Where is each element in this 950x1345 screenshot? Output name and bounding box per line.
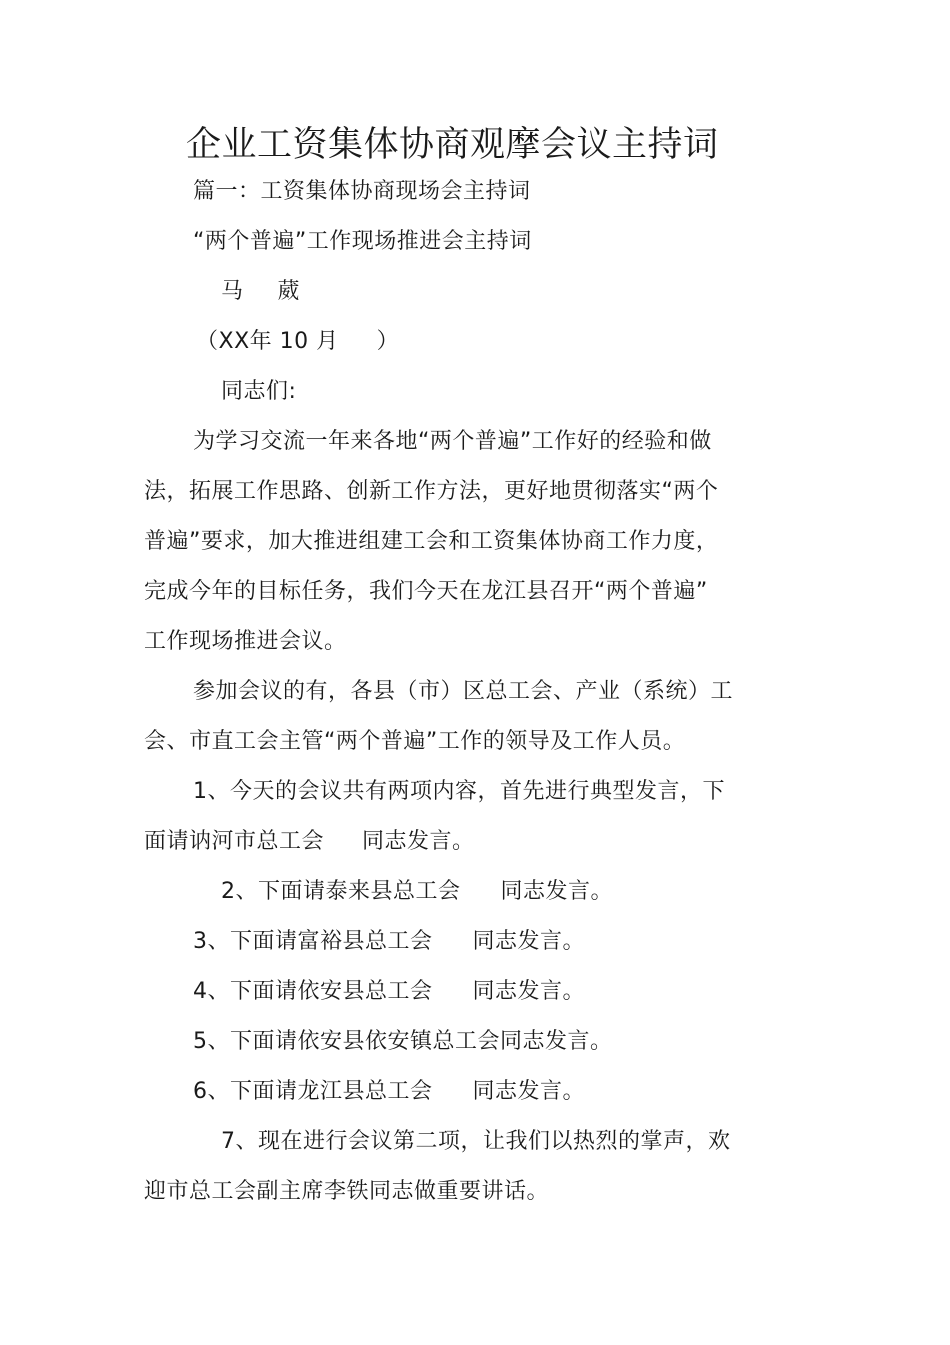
date-open: （XX年 10 月: [196, 329, 339, 354]
item-6-head: 6、下面请龙江县总工会: [193, 1079, 433, 1104]
author-given-name: 葳: [277, 279, 301, 304]
para1-line: 完成今年的目标任务，我们今天在龙江县召开“两个普遍”: [144, 579, 708, 604]
para1-line: 为学习交流一年来各地“两个普遍”工作好的经验和做: [193, 429, 712, 454]
item-3-line: [193, 927, 585, 957]
date-close: ）: [376, 329, 400, 354]
item-1-line: [144, 827, 475, 857]
para2-line: 参加会议的有，各县（市）区总工会、产业（系统）工: [193, 679, 734, 704]
item-2-line: [221, 877, 613, 907]
item-3-head: 3、下面请富裕县总工会: [193, 929, 433, 954]
date-line: [196, 327, 399, 357]
author-surname: 马: [221, 279, 244, 304]
item-1-speaker: 面请讷河市总工会: [144, 829, 325, 854]
sub-heading: “两个普遍”工作现场推进会主持词: [193, 229, 532, 254]
para1-line: 普遍”要求，加大推进组建工会和工资集体协商工作力度，: [144, 529, 719, 554]
item-4-line: [193, 977, 585, 1007]
item-1-line: 1、今天的会议共有两项内容，首先进行典型发言，下: [193, 779, 725, 804]
item-4-tail: 同志发言。: [472, 979, 586, 1004]
author-line: [221, 277, 300, 307]
item-2-tail: 同志发言。: [500, 879, 614, 904]
item-1-tail: 同志发言。: [362, 829, 475, 854]
para1-line: 工作现场推进会议。: [144, 629, 347, 654]
para1-line: 法，拓展工作思路、创新工作方法，更好地贯彻落实“两个: [144, 479, 719, 504]
item-2-head: 2、下面请泰来县总工会: [221, 879, 461, 904]
para2-line: 会、市直工会主管“两个普遍”工作的领导及工作人员。: [144, 729, 686, 754]
item-4-head: 4、下面请依安县总工会: [193, 979, 433, 1004]
item-5-line: 5、下面请依安县依安镇总工会同志发言。: [193, 1029, 613, 1054]
salutation: 同志们:: [221, 379, 297, 404]
item-6-line: [193, 1077, 585, 1107]
document-title: 企业工资集体协商观摩会议主持词: [186, 125, 719, 165]
item-7-line: 迎市总工会副主席李铁同志做重要讲话。: [144, 1179, 550, 1204]
section-heading: 篇一：工资集体协商现场会主持词: [193, 179, 531, 204]
item-7-line: 7、现在进行会议第二项，让我们以热烈的掌声，欢: [221, 1129, 731, 1154]
item-3-tail: 同志发言。: [472, 929, 586, 954]
item-6-tail: 同志发言。: [472, 1079, 586, 1104]
